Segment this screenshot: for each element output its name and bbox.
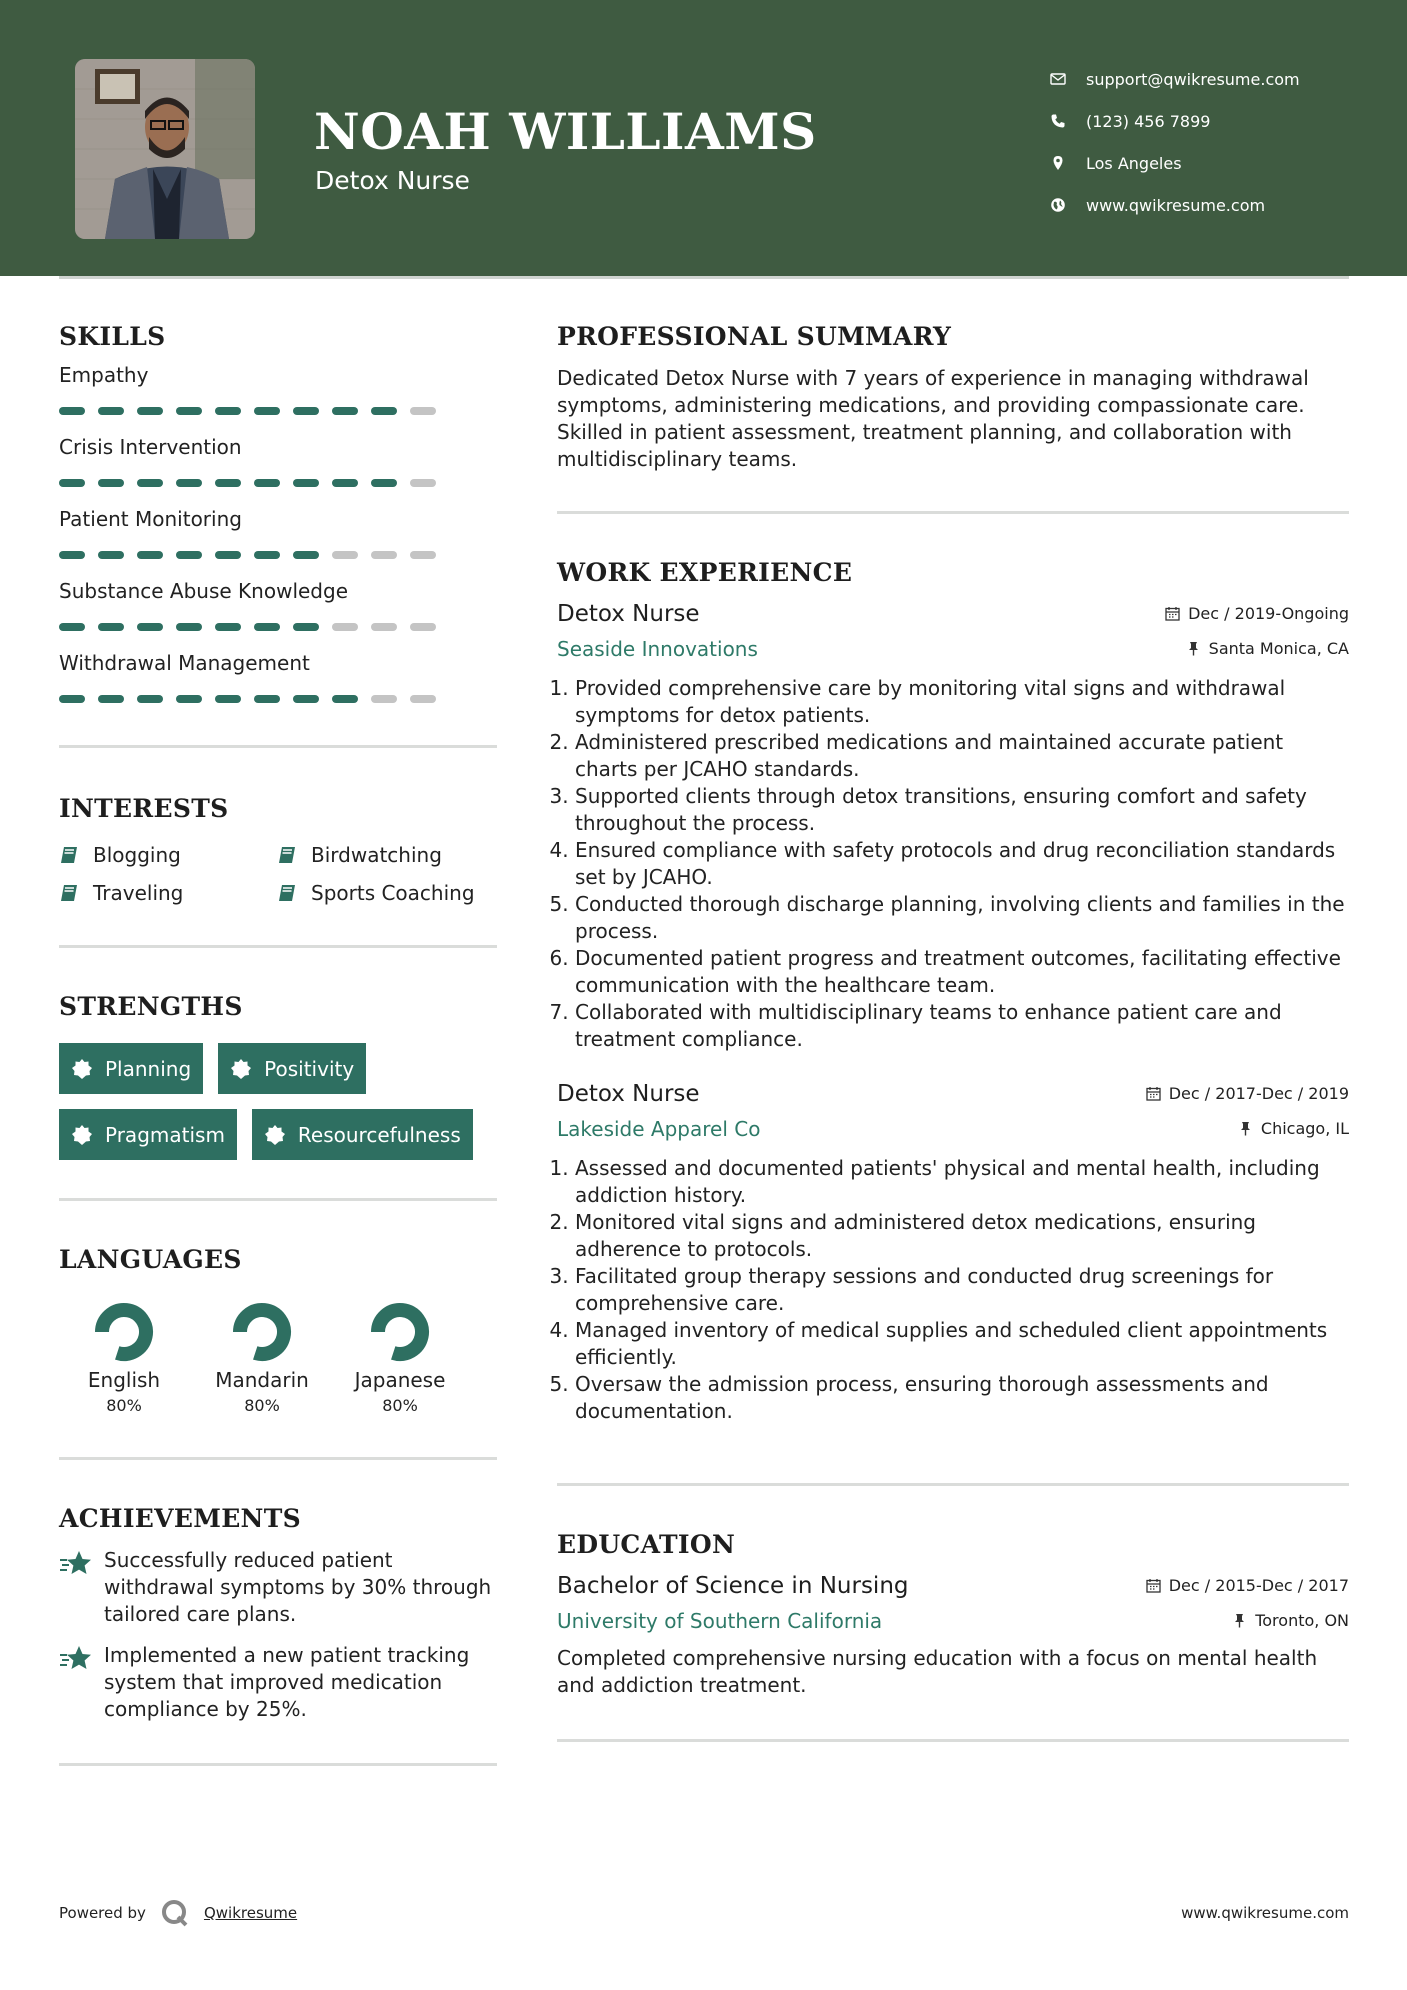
job-title: Detox Nurse [557, 1081, 700, 1107]
job-bullet: 5. Conducted thorough discharge planning, involving clients and families in the process. [575, 891, 1349, 945]
job-header [557, 601, 1349, 627]
education-dates [1146, 1576, 1349, 1595]
skill-dot-filled [176, 407, 202, 415]
badge-icon [71, 1058, 93, 1080]
skill-dot-filled [59, 695, 85, 703]
skill-dot-filled [332, 479, 358, 487]
candidate-title: Detox Nurse [315, 166, 470, 195]
interest-label: Blogging [93, 843, 181, 867]
contact-location-text: Los Angeles [1086, 153, 1182, 173]
interests-heading: INTERESTS [59, 794, 229, 823]
job-bullet: 5. Oversaw the admission process, ensuring thorough assessments and documentation. [575, 1371, 1349, 1425]
job-location-text: Chicago, IL [1260, 1119, 1349, 1138]
languages-list [59, 1300, 497, 1415]
skill-dot-filled [59, 551, 85, 559]
company-name: Seaside Innovations [557, 637, 758, 661]
skill-rating [59, 695, 497, 703]
strength-label: Positivity [264, 1056, 355, 1081]
school-name: University of Southern California [557, 1609, 883, 1633]
book-icon [277, 882, 299, 904]
achievements-heading: ACHIEVEMENTS [59, 1504, 301, 1533]
skill-dot-filled [215, 551, 241, 559]
skill-dot-filled [254, 623, 280, 631]
badge-icon [230, 1058, 252, 1080]
experience-section [557, 558, 1349, 1425]
skill-dot-filled [215, 407, 241, 415]
language-progress-ring [368, 1300, 432, 1364]
section-divider [59, 945, 497, 948]
skill-dot-empty [410, 407, 436, 415]
job-dates [1165, 604, 1349, 623]
header-divider [59, 276, 1349, 279]
skill-rating [59, 407, 497, 415]
skill-rating [59, 623, 497, 631]
pushpin-icon [1238, 1121, 1253, 1136]
language-item [51, 1300, 197, 1415]
job-bullet: 1. Assessed and documented patients' physical and mental health, including addiction history. [575, 1155, 1349, 1209]
skill-dot-empty [332, 623, 358, 631]
job-location-text: Santa Monica, CA [1208, 639, 1349, 658]
interest-item [277, 881, 477, 905]
calendar-icon [1146, 1086, 1161, 1101]
skill-dot-empty [371, 551, 397, 559]
skill-name: Patient Monitoring [59, 507, 242, 531]
achievement-item [59, 1642, 497, 1723]
education-location-text: Toronto, ON [1255, 1611, 1349, 1630]
left-column [59, 322, 497, 1766]
skill-dot-filled [176, 695, 202, 703]
language-item [189, 1300, 335, 1415]
skill-dot-filled [293, 551, 319, 559]
education-header [557, 1573, 1349, 1599]
contact-phone[interactable] [1050, 100, 1300, 142]
section-divider [557, 1739, 1349, 1742]
book-icon [59, 844, 81, 866]
skill-dot-empty [410, 695, 436, 703]
job-bullet: 3. Supported clients through detox transitions, ensuring comfort and safety throughout the process. [575, 783, 1349, 837]
strength-tag [59, 1109, 237, 1160]
qwikresume-logo-icon [160, 1898, 190, 1928]
interest-label: Birdwatching [311, 843, 442, 867]
skills-heading: SKILLS [59, 322, 166, 351]
interests-list [59, 843, 497, 905]
phone-icon [1050, 113, 1086, 129]
section-divider [59, 1763, 497, 1766]
contact-phone-text: (123) 456 7899 [1086, 111, 1211, 131]
interest-label: Sports Coaching [311, 881, 475, 905]
brand-link[interactable]: Qwikresume [203, 1904, 298, 1922]
globe-icon [1050, 197, 1086, 213]
badge-icon [264, 1124, 286, 1146]
language-percent: 80% [244, 1396, 280, 1415]
skill-dot-filled [59, 479, 85, 487]
language-name: English [87, 1368, 161, 1392]
job-subheader [557, 1117, 1349, 1141]
achievement-text: Successfully reduced patient withdrawal symptoms by 30% through tailored care plans. [104, 1548, 492, 1626]
degree-title: Bachelor of Science in Nursing [557, 1573, 909, 1599]
achievement-text: Implemented a new patient tracking system that improved medication compliance by 25%. [104, 1643, 470, 1721]
contact-website[interactable] [1050, 184, 1300, 226]
summary-section [557, 322, 1349, 473]
education-section [557, 1530, 1349, 1699]
strengths-list [59, 1043, 497, 1160]
language-percent: 80% [382, 1396, 418, 1415]
book-icon [59, 882, 81, 904]
job-bullets [557, 1155, 1349, 1425]
profile-photo [75, 59, 255, 239]
skill-dot-empty [371, 695, 397, 703]
company-name: Lakeside Apparel Co [557, 1117, 761, 1141]
skill-dot-empty [371, 623, 397, 631]
skill-dot-filled [215, 695, 241, 703]
skill-dot-filled [176, 551, 202, 559]
job-entry [557, 1081, 1349, 1425]
skill-dot-filled [137, 551, 163, 559]
strength-label: Resourcefulness [297, 1122, 461, 1147]
skill-dot-filled [254, 551, 280, 559]
envelope-icon [1050, 71, 1086, 87]
right-column [557, 322, 1349, 1742]
education-heading: EDUCATION [557, 1530, 736, 1559]
education-location [1232, 1611, 1349, 1630]
strength-label: Pragmatism [105, 1122, 225, 1147]
interest-label: Traveling [93, 881, 184, 905]
powered-by-label: Powered by [59, 1904, 146, 1922]
education-dates-text: Dec / 2015-Dec / 2017 [1168, 1576, 1349, 1595]
skill-dot-empty [410, 551, 436, 559]
experience-heading: WORK EXPERIENCE [557, 558, 853, 587]
skill-dot-filled [98, 551, 124, 559]
language-progress-ring [92, 1300, 156, 1364]
skill-dot-filled [215, 479, 241, 487]
contact-list [1050, 58, 1300, 226]
job-subheader [557, 637, 1349, 661]
skill-dot-filled [332, 407, 358, 415]
resume-header [0, 0, 1407, 276]
strengths-section [59, 992, 497, 1160]
language-progress-arc [102, 1310, 146, 1354]
job-bullet: 4. Managed inventory of medical supplies and scheduled client appointments efficiently. [575, 1317, 1349, 1371]
skill-dot-empty [332, 551, 358, 559]
pushpin-icon [1186, 641, 1201, 656]
skill-name: Empathy [59, 363, 149, 387]
strengths-heading: STRENGTHS [59, 992, 243, 1021]
languages-section [59, 1245, 497, 1415]
skill-dot-filled [98, 479, 124, 487]
summary-heading: PROFESSIONAL SUMMARY [557, 322, 952, 351]
profile-photo-image [75, 59, 255, 239]
pushpin-icon [1232, 1613, 1247, 1628]
languages-heading: LANGUAGES [59, 1245, 242, 1274]
map-pin-icon [1050, 155, 1086, 171]
star-icon [59, 1549, 93, 1579]
job-bullet: 3. Facilitated group therapy sessions and conducted drug screenings for comprehensive care. [575, 1263, 1349, 1317]
job-bullet: 6. Documented patient progress and treatment outcomes, facilitating effective communication with the healthcare team. [575, 945, 1349, 999]
skill-dot-filled [98, 695, 124, 703]
strength-tag [59, 1043, 203, 1094]
strength-tag [218, 1043, 366, 1094]
skill-dot-filled [98, 407, 124, 415]
skill-name: Withdrawal Management [59, 651, 310, 675]
skill-dot-filled [332, 695, 358, 703]
skill-dot-filled [59, 623, 85, 631]
education-subheader [557, 1609, 1349, 1633]
book-icon [277, 844, 299, 866]
contact-email-text: support@qwikresume.com [1086, 69, 1300, 89]
contact-location [1050, 142, 1300, 184]
job-dates-text: Dec / 2017-Dec / 2019 [1168, 1084, 1349, 1103]
language-item [327, 1300, 473, 1415]
language-progress-arc [378, 1310, 422, 1354]
footer-url[interactable]: www.qwikresume.com [1181, 1904, 1349, 1922]
language-name: Mandarin [215, 1368, 309, 1392]
section-divider [557, 1483, 1349, 1486]
job-location [1238, 1119, 1349, 1138]
section-divider [59, 1457, 497, 1460]
strength-tag [252, 1109, 473, 1160]
summary-text: Dedicated Detox Nurse with 7 years of experience in managing withdrawal symptoms, administering medications, and providing compassionate care. Skilled in patient assessment, treatment planning, and collaboration with multidisciplinary teams. [557, 366, 1309, 471]
skill-dot-filled [176, 479, 202, 487]
skill-dot-empty [410, 479, 436, 487]
contact-email[interactable] [1050, 58, 1300, 100]
job-dates-text: Dec / 2019-Ongoing [1188, 604, 1349, 623]
skill-dot-filled [254, 479, 280, 487]
achievements-section [59, 1504, 497, 1723]
skill-dot-filled [371, 407, 397, 415]
skill-dot-filled [254, 407, 280, 415]
job-entry [557, 601, 1349, 1053]
skill-dot-filled [293, 407, 319, 415]
language-progress-ring [230, 1300, 294, 1364]
skill-rating [59, 479, 497, 487]
achievement-item [59, 1547, 497, 1628]
skill-dot-filled [215, 623, 241, 631]
job-bullet: 7. Collaborated with multidisciplinary teams to enhance patient care and treatment compliance. [575, 999, 1349, 1053]
skill-dot-filled [59, 407, 85, 415]
skill-dot-filled [371, 479, 397, 487]
skill-dot-filled [293, 623, 319, 631]
calendar-icon [1146, 1578, 1161, 1593]
job-bullet: 1. Provided comprehensive care by monitoring vital signs and withdrawal symptoms for detox patients. [575, 675, 1349, 729]
badge-icon [71, 1124, 93, 1146]
job-bullets [557, 675, 1349, 1053]
language-name: Japanese [354, 1368, 446, 1392]
job-bullet: 4. Ensured compliance with safety protocols and drug reconciliation standards set by JCAHO. [575, 837, 1349, 891]
skill-name: Crisis Intervention [59, 435, 242, 459]
candidate-name: NOAH WILLIAMS [314, 102, 817, 161]
skills-section [59, 322, 497, 703]
star-icon [59, 1644, 93, 1674]
job-location [1186, 639, 1349, 658]
skill-name: Substance Abuse Knowledge [59, 579, 348, 603]
skill-dot-filled [98, 623, 124, 631]
job-header [557, 1081, 1349, 1107]
skill-dot-filled [254, 695, 280, 703]
interest-item [59, 843, 277, 867]
contact-website-text: www.qwikresume.com [1086, 195, 1266, 215]
skill-dot-filled [293, 479, 319, 487]
job-bullet: 2. Administered prescribed medications and maintained accurate patient charts per JCAHO standards. [575, 729, 1349, 783]
powered-by [59, 1898, 297, 1928]
skill-dot-empty [410, 623, 436, 631]
interest-item [277, 843, 477, 867]
interest-item [59, 881, 277, 905]
section-divider [557, 511, 1349, 514]
skill-dot-filled [137, 695, 163, 703]
page-footer [59, 1898, 1349, 1928]
interests-section [59, 794, 497, 905]
skill-dot-filled [293, 695, 319, 703]
skill-rating [59, 551, 497, 559]
section-divider [59, 1198, 497, 1201]
section-divider [59, 745, 497, 748]
language-percent: 80% [106, 1396, 142, 1415]
job-bullet: 2. Monitored vital signs and administered detox medications, ensuring adherence to protocols. [575, 1209, 1349, 1263]
skill-dot-filled [137, 623, 163, 631]
skill-dot-filled [137, 479, 163, 487]
job-dates [1146, 1084, 1349, 1103]
education-text: Completed comprehensive nursing education with a focus on mental health and addiction treatment. [557, 1646, 1318, 1697]
calendar-icon [1165, 606, 1180, 621]
strength-label: Planning [105, 1056, 192, 1081]
language-progress-arc [240, 1310, 284, 1354]
skill-dot-filled [176, 623, 202, 631]
skill-dot-filled [137, 407, 163, 415]
job-title: Detox Nurse [557, 601, 700, 627]
